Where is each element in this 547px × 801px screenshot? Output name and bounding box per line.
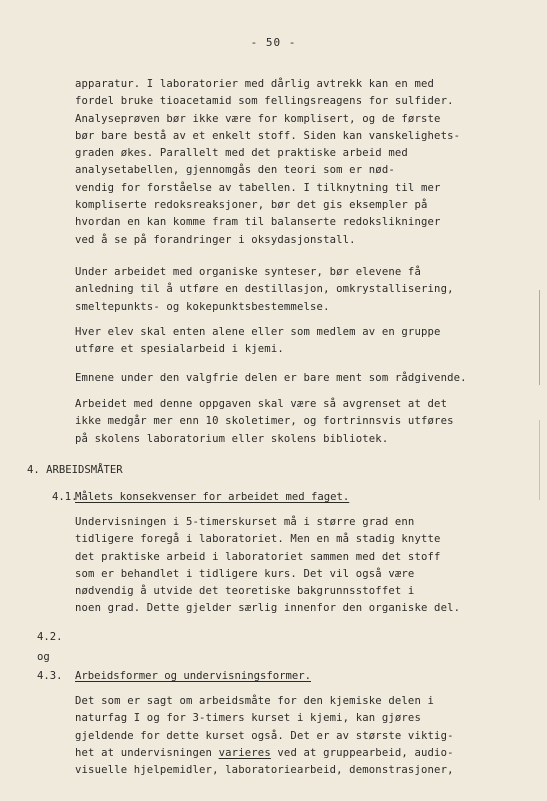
text-line: vendig for forståelse av tabellen. I tilknytning til mer [75, 181, 441, 194]
text-line: apparatur. I laboratorier med dårlig avtrekk kan en med [75, 78, 435, 90]
margin-line [539, 290, 540, 385]
subsection-title: Målets konsekvenser for arbeidet med faget. [75, 491, 350, 503]
paragraph-organiske-synteser [75, 264, 454, 316]
section-heading: 4. ARBEIDSMÅTER [27, 464, 123, 476]
subsection-number: 4.3. [37, 670, 63, 682]
connector-text: og [37, 651, 50, 663]
margin-line [539, 420, 540, 500]
text-line: gjeldende for dette kurset også. Det er av største viktig- [75, 729, 454, 742]
page-number: - 50 - [250, 36, 297, 49]
paragraph-arbeidsmate [75, 693, 454, 779]
text-line: det praktiske arbeid i laboratoriet sammen med det stoff [75, 550, 441, 563]
text-line: naturfag I og for 3-timers kurset i kjemi, kan gjøres [75, 712, 421, 725]
underlined-word: varieres [218, 746, 271, 759]
text-fragment: ved at gruppearbeid, audio- [270, 746, 454, 759]
text-line: smeltepunkts- og kokepunktsbestemmelse. [75, 300, 330, 313]
paragraph-undervisningen [75, 514, 460, 635]
text-line: hvordan en kan komme fram til balanserte redokslikninger [75, 216, 441, 229]
text-line: utføre et spesialarbeid i kjemi. [75, 343, 284, 356]
subsection-number: 4.1. [52, 491, 78, 503]
text-line: Under arbeidet med organiske synteser, bør elevene få [75, 266, 421, 278]
text-line: Analyseprøven bør ikke være for komplisert, og de første [75, 112, 441, 125]
paragraph-apparatus [75, 76, 460, 249]
text-line: Emnene under den valgfrie delen er bare ment som rådgivende. [75, 372, 467, 384]
text-line: tidligere foregå i laboratoriet. Men en må stadig knytte [75, 533, 441, 546]
text-line: ved å se på forandringer i oksydasjonstall. [75, 233, 356, 246]
text-fragment: het at undervisningen [75, 746, 219, 759]
text-line: nødvendig å utvide det teoretiske bakgrunnsstoffet i [75, 585, 415, 598]
paragraph-valgfrie-delen [75, 370, 467, 387]
text-line: som er behandlet i tidligere kurs. Det vil også være [75, 567, 415, 580]
text-line: Undervisningen i 5-timerskurset må i større grad enn [75, 516, 415, 528]
text-line: visuelle hjelpemidler, laboratoriearbeid, demonstrasjoner, [75, 764, 454, 777]
text-line: analysetabellen, gjennomgås den teori som er nød- [75, 164, 395, 177]
text-line: bør bare bestå av et enkelt stoff. Siden kan vanskelighets- [75, 129, 461, 142]
text-line: noen grad. Dette gjelder særlig innenfor den organiske del. [75, 602, 461, 615]
text-line: Arbeidet med denne oppgaven skal være så avgrenset at det [75, 398, 448, 410]
subsection-number: 4.2. [37, 631, 63, 643]
text-line [75, 745, 454, 762]
text-line: Hver elev skal enten alene eller som medlem av en gruppe [75, 326, 441, 338]
text-line: graden økes. Parallelt med det praktiske arbeid med [75, 147, 408, 160]
text-line: ikke medgår mer enn 10 skoletimer, og fortrinnsvis utføres [75, 415, 454, 428]
text-line: Det som er sagt om arbeidsmåte for den kjemiske delen i [75, 695, 435, 707]
subsection-title: Arbeidsformer og undervisningsformer. [75, 670, 311, 682]
paragraph-oppgaven [75, 396, 454, 448]
text-line: anledning til å utføre en destillasjon, omkrystallisering, [75, 283, 454, 296]
text-line [75, 618, 460, 635]
text-line: fordel bruke tioacetamid som fellingsreagens for sulfider. [75, 95, 454, 108]
text-line: på skolens laboratorium eller skolens bibliotek. [75, 432, 389, 445]
text-line: kompliserte redoksreaksjoner, bør det gis eksempler på [75, 199, 428, 212]
paragraph-spesialarbeid [75, 324, 441, 359]
